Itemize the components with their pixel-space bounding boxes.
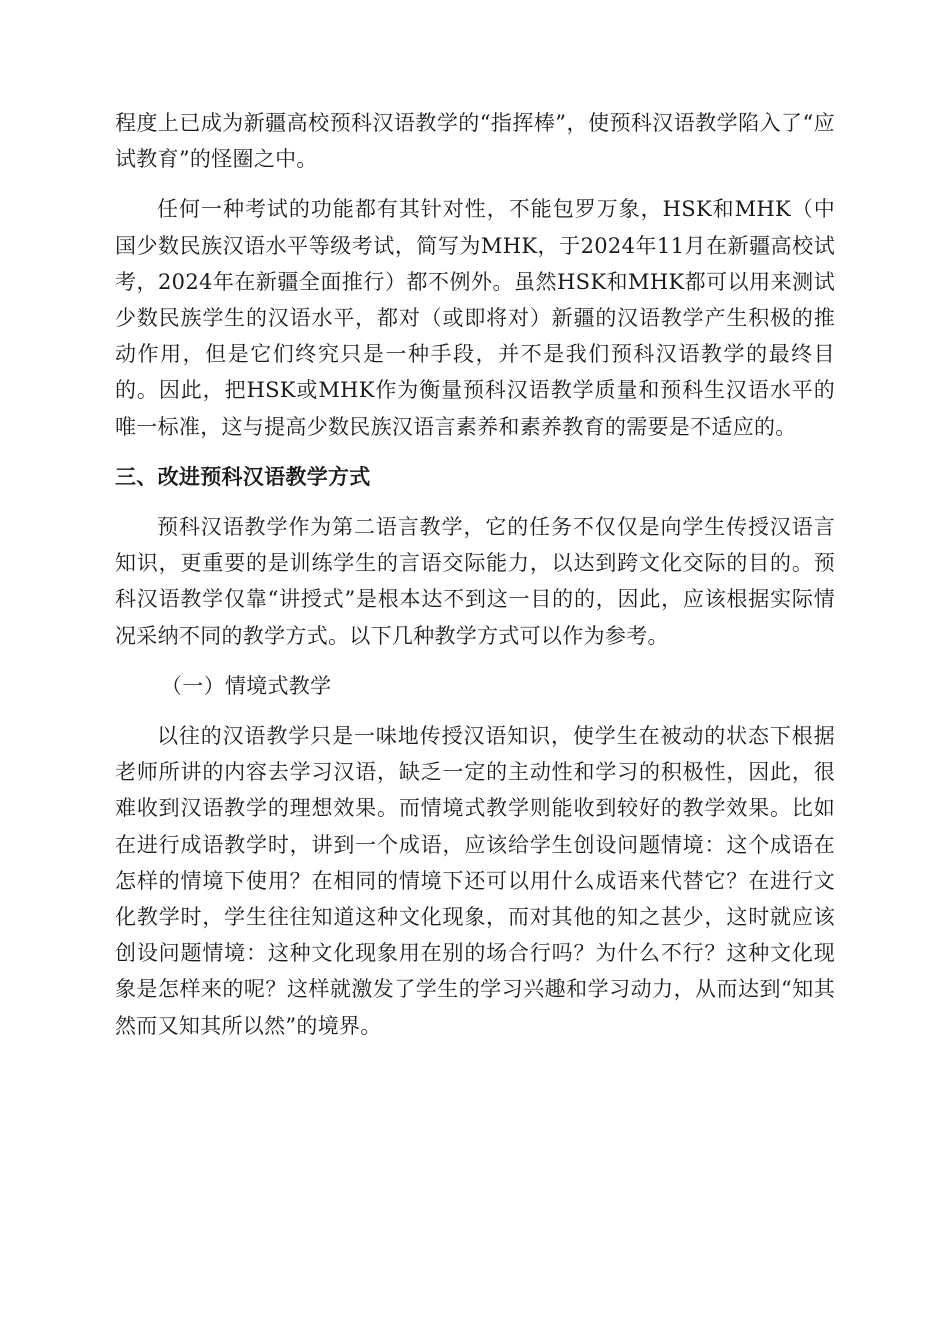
section-heading: 三、改进预科汉语教学方式	[115, 464, 371, 489]
paragraph-situational-teaching: 以往的汉语教学只是一味地传授汉语知识，使学生在被动的状态下根据老师所讲的内容去学习汉语，缺乏一定的主动性和学习的积极性，因此，很难收到汉语教学的理想效果。而情境式教学则能收到较好的教学效果。比如在进行成语教学时，讲到一个成语，应该给学生创设问题情境：这个成语在怎样的情境下使用？在相同的情境下还可以用什么成语来代替它？在进行文化教学时，学生往往知道这种文化现象，而对其他的知之甚少，这时就应该创设问题情境：这种文化现象用在别的场合行吗？为什么不行？这种文化现象是怎样来的呢？这样就激发了学生的学习兴趣和学习动力，从而达到“知其然而又知其所以然”的境界。	[115, 724, 835, 1038]
paragraph-exam-function: 任何一种考试的功能都有其针对性，不能包罗万象，HSK和MHK（中国少数民族汉语水平等级考试，简写为MHK，于2024年11月在新疆高校试考，2024年在新疆全面推行）都不例外。虽然HSK和MHK都可以用来测试少数民族学生的汉语水平，都对（或即将对）新疆的汉语教学产生积极的推动作用，但是它们终究只是一种手段，并不是我们预科汉语教学的最终目的。因此，把HSK或MHK作为衡量预科汉语教学质量和预科生汉语水平的唯一标准，这与提高少数民族汉语言素养和素养教育的需要是不适应的。	[115, 197, 835, 439]
paragraph-teaching-methods: 预科汉语教学作为第二语言教学，它的任务不仅仅是向学生传授汉语言知识，更重要的是训练学生的言语交际能力，以达到跨文化交际的目的。预科汉语教学仅靠“讲授式”是根本达不到这一目的的，因此，应该根据实际情况采纳不同的教学方式。以下几种教学方式可以作为参考。	[115, 515, 835, 648]
document-page	[115, 105, 835, 1044]
subsection-heading: （一）情境式教学	[161, 673, 332, 698]
paragraph-continuation: 程度上已成为新疆高校预科汉语教学的“指挥棒”，使预科汉语教学陷入了“应试教育”的怪圈之中。	[115, 111, 835, 172]
